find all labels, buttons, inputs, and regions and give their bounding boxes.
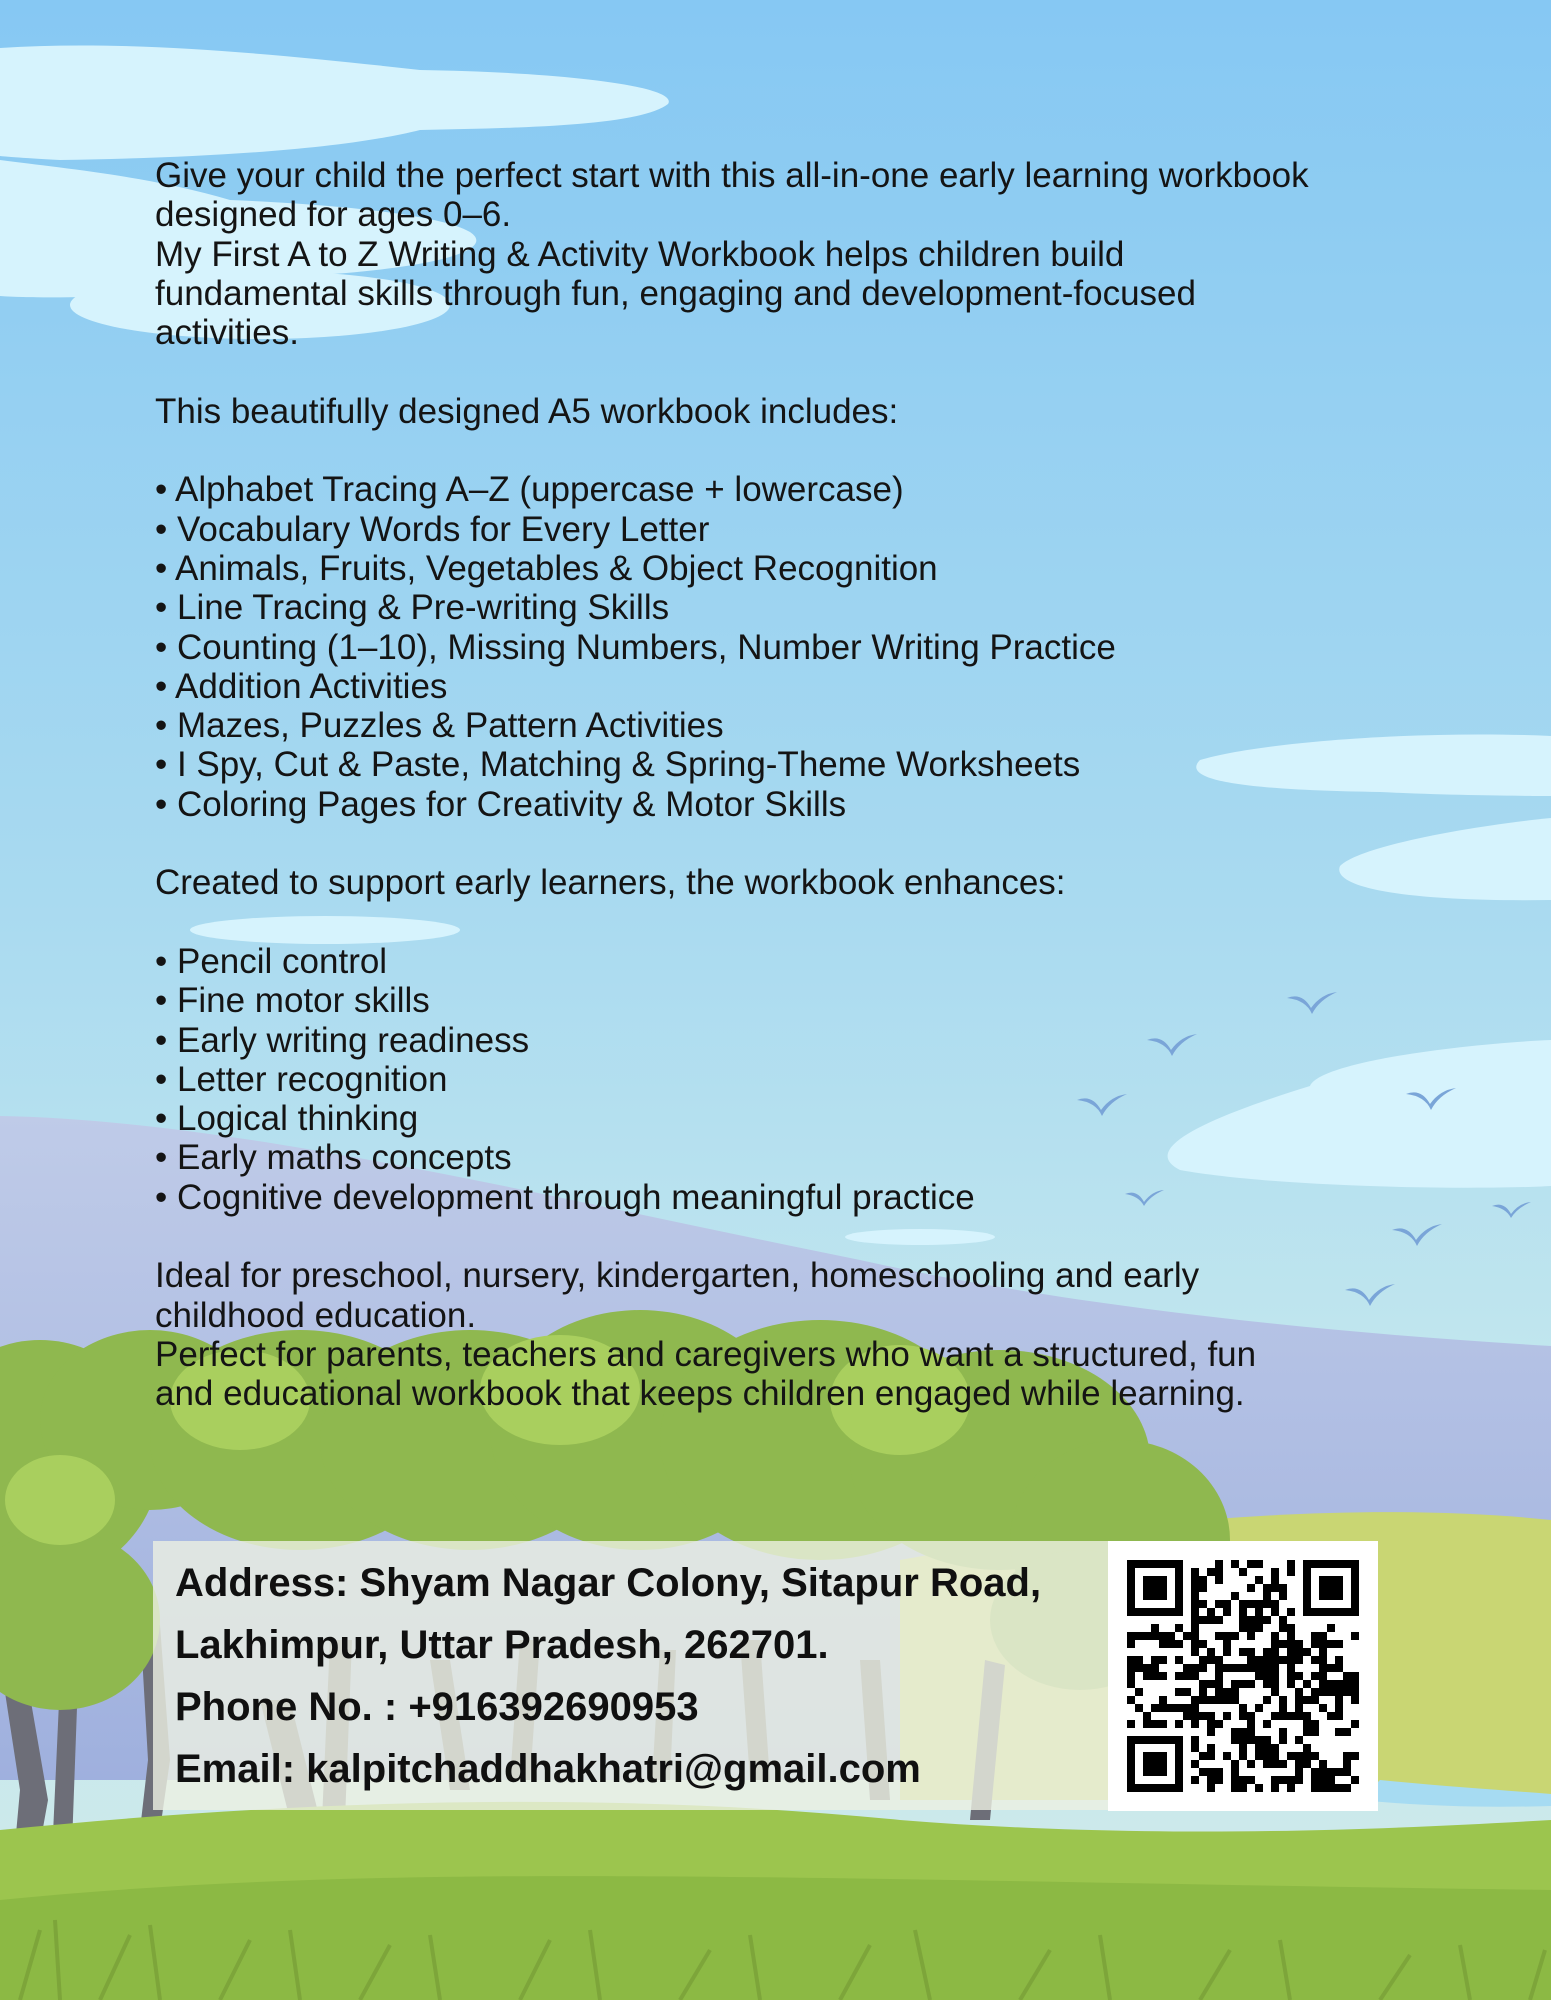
list-item: • Letter recognition: [155, 1060, 1455, 1099]
intro-line: activities.: [155, 313, 299, 353]
list-item: • Alphabet Tracing A–Z (uppercase + lowercase): [155, 470, 1455, 509]
address-line-2: Lakhimpur, Uttar Pradesh, 262701.: [175, 1623, 829, 1667]
closing-line: Perfect for parents, teachers and caregivers who want a structured, fun: [155, 1334, 1257, 1374]
list-item: • Early maths concepts: [155, 1138, 1455, 1177]
closing-line: Ideal for preschool, nursery, kindergarten, homeschooling and early: [155, 1256, 1200, 1296]
enhances-heading: Created to support early learners, the workbook enhances:: [155, 863, 1066, 903]
intro-line: fundamental skills through fun, engaging and development-focused: [155, 273, 1196, 313]
intro-line: My First A to Z Writing & Activity Workbook helps children build: [155, 234, 1125, 274]
list-item: • I Spy, Cut & Paste, Matching & Spring-Theme Worksheets: [155, 745, 1455, 784]
qr-code[interactable]: [1108, 1541, 1378, 1811]
closing-line: and educational workbook that keeps children engaged while learning.: [155, 1374, 1245, 1414]
enhances-list: [155, 942, 1455, 1217]
list-item: • Fine motor skills: [155, 981, 1455, 1020]
list-item: • Line Tracing & Pre-writing Skills: [155, 588, 1455, 627]
includes-list: [155, 470, 1455, 824]
list-item: • Pencil control: [155, 942, 1455, 981]
list-item: • Logical thinking: [155, 1099, 1455, 1138]
includes-heading: This beautifully designed A5 workbook includes:: [155, 391, 899, 431]
description: [155, 156, 1455, 1414]
email-address: Email: kalpitchaddhakhatri@gmail.com: [175, 1747, 921, 1791]
list-item: • Cognitive development through meaningful practice: [155, 1178, 1455, 1217]
address-line-1: Address: Shyam Nagar Colony, Sitapur Road,: [175, 1561, 1042, 1605]
list-item: • Coloring Pages for Creativity & Motor Skills: [155, 785, 1455, 824]
intro-line: designed for ages 0–6.: [155, 195, 512, 235]
qr-code-icon: [1127, 1560, 1359, 1792]
list-item: • Animals, Fruits, Vegetables & Object Recognition: [155, 549, 1455, 588]
contact-box: [153, 1541, 1108, 1810]
list-item: • Addition Activities: [155, 667, 1455, 706]
closing-line: childhood education.: [155, 1295, 477, 1335]
phone-number: Phone No. : +916392690953: [175, 1685, 699, 1729]
intro-line: Give your child the perfect start with this all-in-one early learning workbook: [155, 156, 1309, 195]
list-item: • Vocabulary Words for Every Letter: [155, 510, 1455, 549]
list-item: • Mazes, Puzzles & Pattern Activities: [155, 706, 1455, 745]
list-item: • Early writing readiness: [155, 1021, 1455, 1060]
list-item: • Counting (1–10), Missing Numbers, Number Writing Practice: [155, 628, 1455, 667]
